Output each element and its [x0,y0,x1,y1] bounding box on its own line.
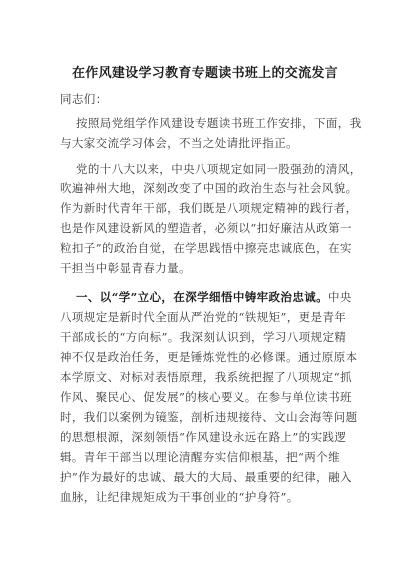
section1-heading-line [76,290,352,304]
section1-line-9: 护”作为最好的忠诚、最大的大局、最重要的纪律，融入 [60,470,352,484]
section1-heading-tail: 中央 [328,290,352,304]
para1-line-2: 吹遍神州大地，深刻改变了中国的政治生态与社会风貌。 [60,181,358,195]
para1-line-1: 党的十八大以来，中央八项规定如同一股强劲的清风， [76,162,362,176]
section1-line-4: 本学原文、对标对表悟原理，我系统把握了八项规定“抓 [60,370,352,384]
intro-line-2: 与大家交流学习体会，不当之处请批评指正。 [60,136,298,150]
section1-heading: 一、以“学”立心，在深学细悟中铸牢政治忠诚。 [76,290,329,304]
section1-line-7: 的思想根源，深刻领悟“作风建设永远在路上”的实践逻 [60,430,347,444]
section1-line-8: 辑。青年干部当以理论清醒夯实信仰根基，把“两个维 [60,450,340,464]
document-title: 在作风建设学习教育专题读书班上的交流发言 [71,66,338,81]
para1-line-6: 干担当中彰显青春力量。 [60,261,191,275]
para1-line-5: 粒扣子”的政治自觉，在学思践悟中擦亮忠诚底色，在实 [60,241,352,255]
salutation: 同志们： [60,92,108,106]
section1-line-2: 干部成长的“方向标”。我深刻认识到，学习八项规定精 [60,330,347,344]
section1-line-1: 八项规定是新时代全面从严治党的“铁规矩”，更是青年 [60,310,347,324]
para1-line-4: 也是作风建设新风的塑造者，必须以“扣好廉洁从政第一 [60,221,352,235]
section1-line-3: 神不仅是政治任务，更是锤炼党性的必修课。通过原原本 [60,350,358,364]
intro-line-1: 按照局党组学作风建设专题读书班工作安排，下面，我 [76,116,362,130]
para1-line-3: 作为新时代青年干部，我们既是八项规定精神的践行者， [60,201,358,215]
section1-line-6: 时，我们以案例为镜鉴，剖析违规接待、文山会海等问题 [60,410,358,424]
section1-line-5: 作风、聚民心、促发展”的核心要义。在参与单位读书班 [60,390,352,404]
section1-line-10: 血脉，让纪律规矩成为干事创业的“护身符”。 [60,490,299,504]
